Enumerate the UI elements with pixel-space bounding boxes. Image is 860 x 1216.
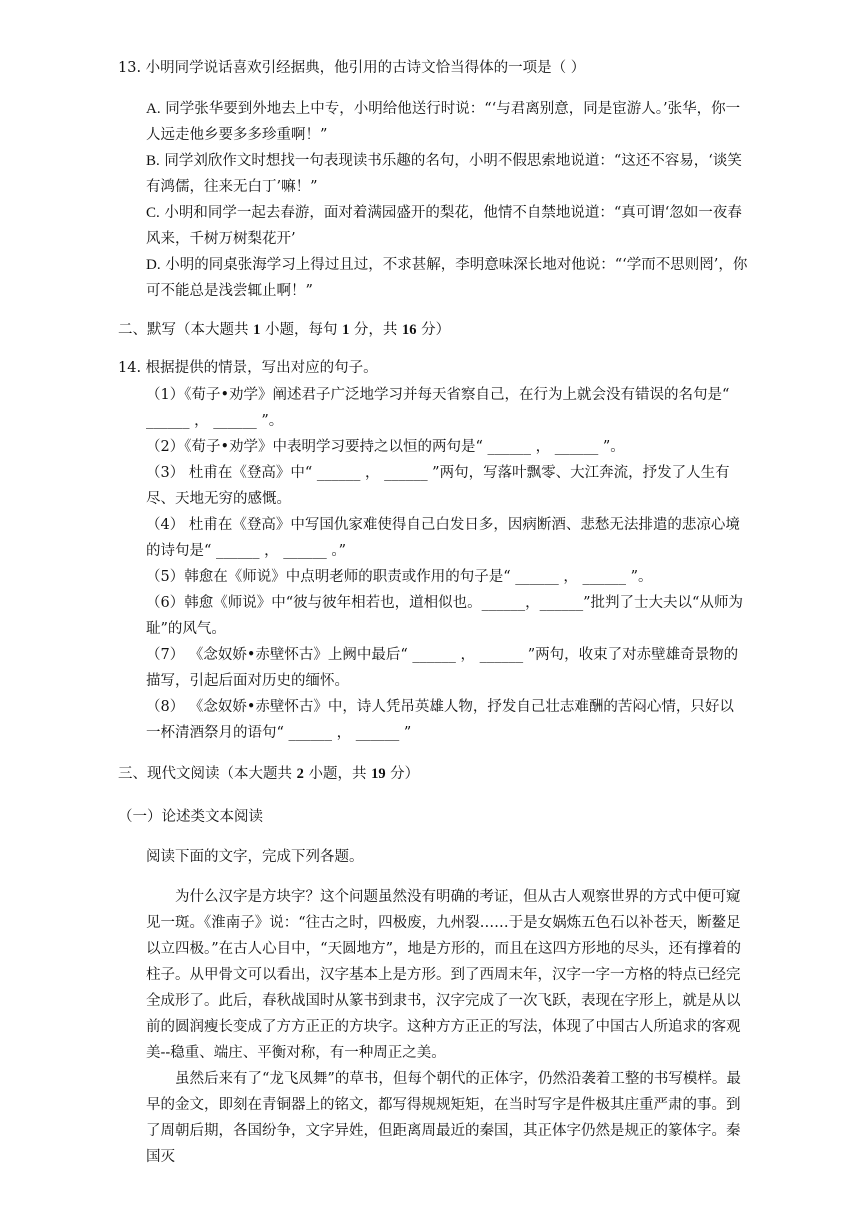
- question-14-item: （6）韩愈《师说》中“彼与彼年相若也，道相似也。______，______”批判了士大夫以“从师为耻”的风气。: [146, 595, 743, 637]
- question-14-item: （8） 《念奴娇•赤壁怀古》中，诗人凭吊英雄人物，抒发自己壮志难酬的苦闷心情，只好以一杯清酒祭月的语句“ ______ ， ______ ”: [146, 699, 734, 741]
- option-label: C.: [146, 205, 160, 221]
- section-3-heading: 三、现代文阅读（本大题共 2 小题，共 19 分）: [118, 766, 420, 782]
- option-text: 同学刘欣作文时想找一句表现读书乐趣的名句，小明不假思索地说道：“这还不容易，‘谈笑有鸿儒，往来无白丁’嘛！”: [146, 153, 742, 195]
- option-text: 同学张华要到外地去上中专，小明给他送行时说：“‘与君离别意，同是宦游人。’张华，你一人远走他乡要多多珍重啊！”: [146, 101, 741, 143]
- subsection-heading: （一）论述类文本阅读: [118, 809, 263, 825]
- question-13-option-d[interactable]: [146, 252, 748, 304]
- option-text: 小明的同桌张海学习上得过且过，不求甚解，李明意味深长地对他说：“‘学而不思则罔’，你可不能总是浅尝辄止啊！”: [146, 257, 748, 299]
- question-13-stem: 13. 小明同学说话喜欢引经据典，他引用的古诗文恰当得体的一项是（ ）: [118, 60, 586, 76]
- question-14-item: （4） 杜甫在《登高》中写国仇家难使得自己白发日多，因病断酒、悲愁无法排遣的悲凉心境的诗句是“ ______ ， ______ 。”: [146, 517, 740, 559]
- question-14-stem: 14. 根据提供的情景，写出对应的句子。: [118, 360, 378, 376]
- option-label: D.: [146, 257, 161, 273]
- question-14-item: （5）韩愈在《师说》中点明老师的职责或作用的句子是“ ______ ， ______ ”。: [146, 569, 653, 585]
- option-text: 小明和同学一起去春游，面对着满园盛开的梨花，他情不自禁地说道：“真可谓‘忽如一夜春风来，千树万树梨花开’: [146, 205, 742, 247]
- reading-paragraph: 为什么汉字是方块字？这个问题虽然没有明确的考证，但从古人观察世界的方式中便可窥见一斑。《淮南子》说：“往古之时，四极废，九州裂……于是女娲炼五色石以补苍天，断鳌足以立四极。”在古人心目中，“天圆地方”，地是方形的，而且在这四方形地的尽头，还有撑着的柱子。从甲骨文可以看出，汉字基本上是方形。到了西周末年，汉字一字一方格的特点已经完全成形了。此后，春秋战国时从篆书到隶书，汉字完成了一次飞跃，表现在字形上，就是从以前的圆润瘦长变成了方方正正的方块字。这种方方正正的写法，体现了中国古人所追求的客观美--稳重、端庄、平衡对称，有一种周正之美。: [146, 889, 741, 1061]
- reading-instruction: 阅读下面的文字，完成下列各题。: [146, 849, 364, 865]
- question-13-option-c[interactable]: [146, 200, 748, 252]
- option-label: B.: [146, 153, 160, 169]
- option-label: A.: [146, 101, 161, 117]
- section-2-heading: 二、默写（本大题共 1 小题，每句 1 分，共 16 分）: [118, 322, 451, 338]
- question-13-option-b[interactable]: [146, 148, 748, 200]
- reading-paragraph: 虽然后来有了“龙飞凤舞”的草书，但每个朝代的正体字，仍然沿袭着工整的书写模样。最早的金文，即刻在青铜器上的铭文，都写得规规矩矩，在当时写字是件极其庄重严肃的事。到了周朝后期，各国纷争，文字异姓，但距离周最近的秦国，其正体字仍然是规正的篆体字。秦国灭: [146, 1071, 741, 1165]
- question-13-option-a[interactable]: [146, 96, 748, 148]
- question-14-item: （7） 《念奴娇•赤壁怀古》上阙中最后“ ______ ， ______ ”两句，收束了对赤壁雄奇景物的描写，引起后面对历史的缅怀。: [146, 647, 739, 689]
- question-14-item: （3） 杜甫在《登高》中“ ______ ， ______ ”两句，写落叶飘零、大江奔流，抒发了人生有尽、天地无穷的感慨。: [146, 465, 730, 507]
- question-14-item: （1）《荀子•劝学》阐述君子广泛地学习并每天省察自己，在行为上就会没有错误的名句是“ ______ ， ______ ”。: [146, 387, 730, 429]
- question-14-item: （2）《荀子•劝学》中表明学习要持之以恒的两句是“ ______ ， ______ ”。: [146, 439, 625, 455]
